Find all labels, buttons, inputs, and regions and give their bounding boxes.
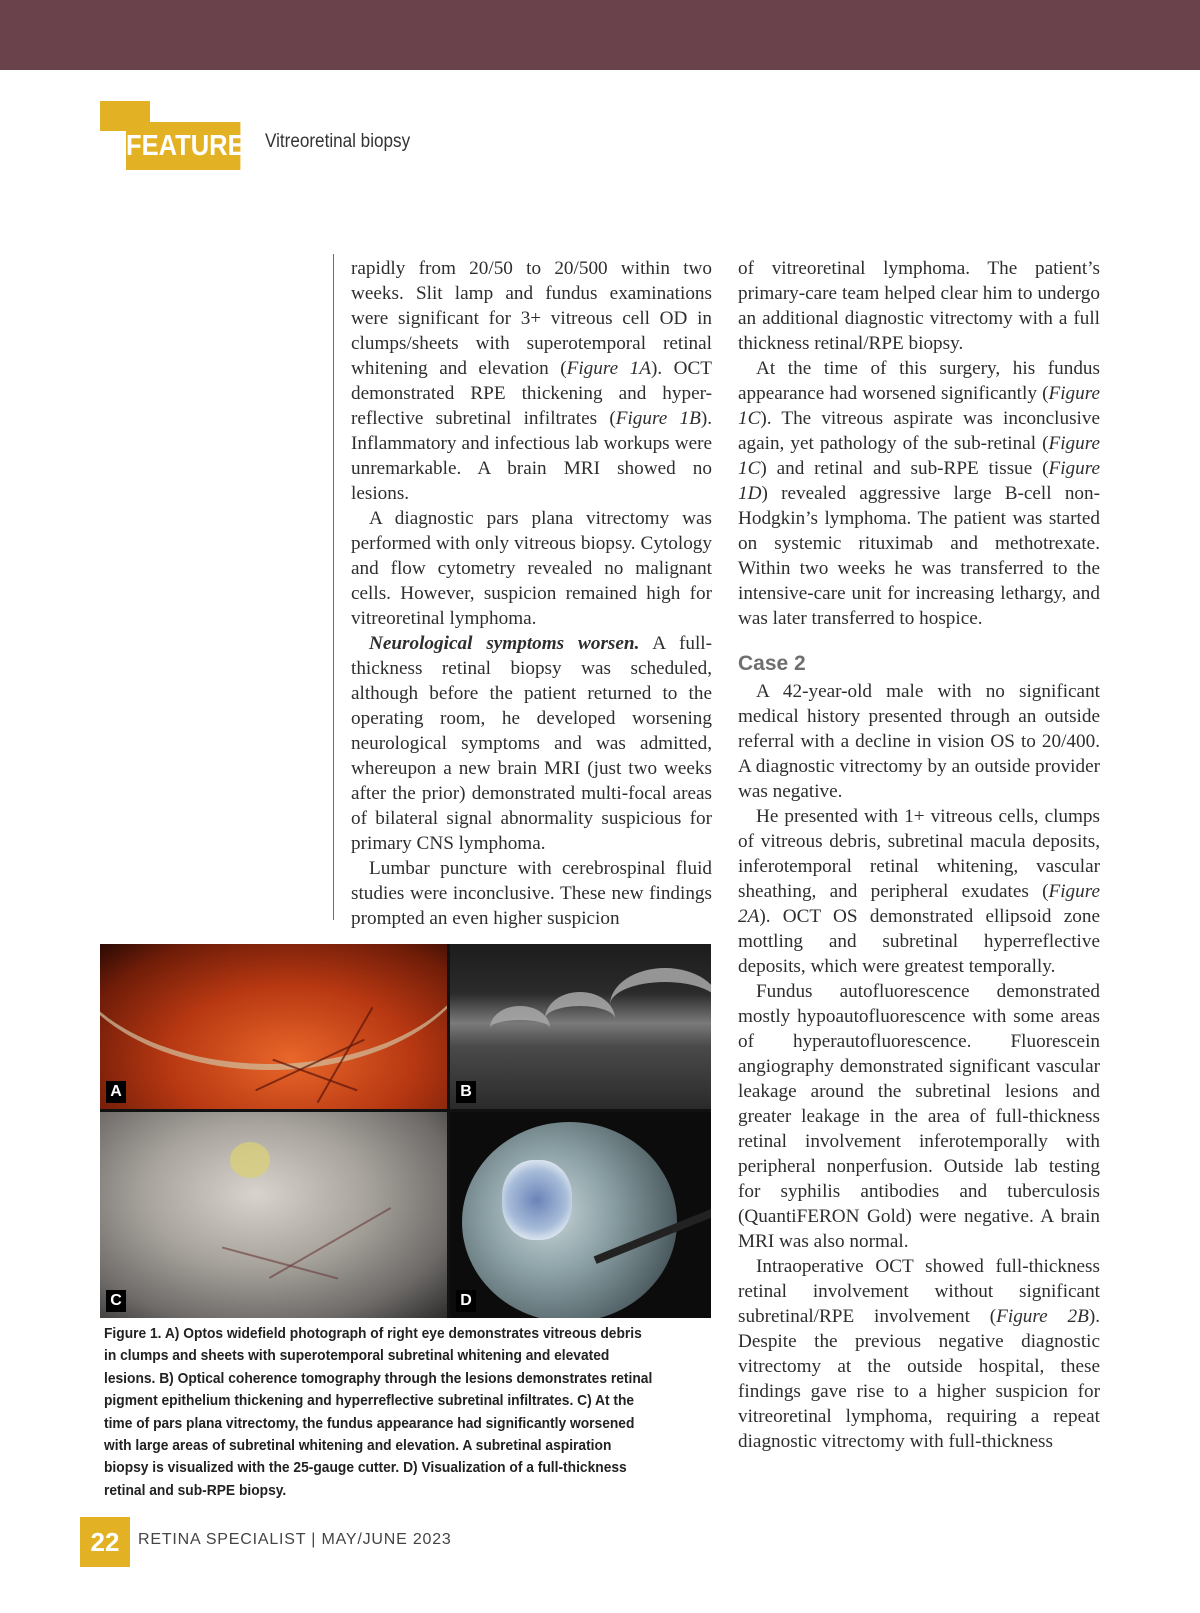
footer-publication: RETINA SPECIALIST | MAY/JUNE 2023 bbox=[138, 1531, 452, 1548]
top-color-bar bbox=[0, 0, 1200, 70]
page-number: 22 bbox=[80, 1517, 130, 1567]
paragraph: Neurological symptoms worsen. A full-thickness retinal biopsy was scheduled, although before the patient returned to the operating room, he developed worsening neurological symptoms and was admitted, whereupon a new brain MRI (just two weeks after the prior) demonstrated multi-focal areas of bilateral signal abnormality suspicious for primary CNS lymphoma. bbox=[351, 633, 712, 854]
paragraph: Lumbar puncture with cerebrospinal fluid studies were inconclusive. These new findings prompted an even higher suspicion bbox=[351, 858, 712, 929]
case-2-heading: Case 2 bbox=[738, 652, 806, 675]
figure-reference: Figure 1C bbox=[738, 433, 1100, 479]
paragraph: A diagnostic pars plana vitrectomy was performed with only vitreous biopsy. Cytology and flow cytometry revealed no malignant cells. However, suspicion remained high for vitreoretinal lymphoma. bbox=[351, 508, 712, 629]
panel-label-c: C bbox=[106, 1290, 126, 1312]
figure-reference: Figure 1A bbox=[566, 358, 651, 379]
paragraph: At the time of this surgery, his fundus appearance had worsened significantly (Figure 1C). The vitreous aspirate was inconclusive again, yet pathology of the sub-retinal (Figure 1C) and retinal and sub-RPE tissue (Figure 1D) revealed aggressive large B-cell non-Hodgkin’s lymphoma. The patient was started on systemic rituximab and methotrexate. Within two weeks he was transferred to the intensive-care unit for increasing lethargy, and was later transferred to hospice. bbox=[738, 358, 1100, 629]
panel-label-d: D bbox=[456, 1290, 476, 1312]
paragraph: of vitreoretinal lymphoma. The patient’s primary-care team helped clear him to undergo an additional diagnostic vitrectomy with a full thickness retinal/RPE biopsy. bbox=[738, 258, 1100, 354]
paragraph: A 42-year-old male with no significant medical history presented through an outside referral with a decline in vision OS to 20/400. A diagnostic vitrectomy by an outside provider was negative. bbox=[738, 681, 1100, 802]
figure-reference: Figure 1D bbox=[738, 458, 1100, 504]
figure-caption: Figure 1. A) Optos widefield photograph of right eye demonstrates vitreous debris in clumps and sheets with superotemporal subretinal whitening and elevated lesions. B) Optical coherence tomography through the lesions demonstrates retinal pigment epithelium thickening and hyperreflective subretinal infiltrates. C) At the time of pars plana vitrectomy, the fundus appearance had significantly worsened with large areas of subretinal whitening and elevation. A subretinal aspiration biopsy is visualized with the 25-gauge cutter. D) Visualization of a full-thickness retinal and sub-RPE biopsy. bbox=[104, 1325, 653, 1499]
panel-label-a: A bbox=[106, 1081, 126, 1103]
paragraph: He presented with 1+ vitreous cells, clumps of vitreous debris, subretinal macula deposits, inferotemporal retinal whitening, vascular sheathing, and peripheral exudates (Figure 2A). OCT OS demonstrated ellipsoid zone mottling and subretinal hyperreflective deposits, which were greatest temporally. bbox=[738, 806, 1100, 977]
column-rule bbox=[333, 254, 334, 920]
paragraph: Fundus autofluorescence demonstrated mostly hypoautofluorescence with some areas of hyperautofluorescence. Fluorescein angiography demonstrated significant vascular leakage around the subretinal lesions and greater leakage in the area of full-thickness retinal involvement inferotemporally with peripheral nonperfusion. Outside lab testing for syphilis antibodies and tuberculosis (QuantiFERON Gold) were negative. A brain MRI was also normal. bbox=[738, 981, 1100, 1252]
feature-badge: FEATURE bbox=[126, 122, 240, 170]
figure-reference: Figure 2B bbox=[996, 1306, 1089, 1327]
paragraph: rapidly from 20/50 to 20/500 within two weeks. Slit lamp and fundus examinations were significant for 3+ vitreous cell OD in clumps/sheets with superotemporal retinal whitening and elevation (Figure 1A). OCT demonstrated RPE thickening and hyper-reflective subretinal infiltrates (Figure 1B). Inflammatory and infectious lab workups were unremarkable. A brain MRI showed no lesions. bbox=[351, 258, 713, 504]
paragraph: Intraoperative OCT showed full-thickness retinal involvement without significant subretinal/RPE involvement (Figure 2B). Despite the previous negative diagnostic vitrectomy at the outside hospital, these findings gave rise to a higher suspicion for vitreoretinal lymphoma, requiring a repeat diagnostic vitrectomy with full-thickness bbox=[738, 1256, 1100, 1452]
figure-reference: Figure 1C bbox=[738, 383, 1100, 429]
figure-panel-d-biopsy-view bbox=[450, 1112, 711, 1318]
figure-reference: Figure 2A bbox=[738, 881, 1100, 927]
figure-1 bbox=[100, 944, 711, 1318]
figure-panel-a-fundus-photo bbox=[100, 944, 447, 1109]
figure-panel-c-intraoperative-fundus bbox=[100, 1112, 447, 1318]
figure-reference: Figure 1B bbox=[615, 408, 701, 429]
figure-panel-b-oct-scan bbox=[450, 944, 711, 1109]
article-column-1 bbox=[351, 256, 712, 931]
article-column-2 bbox=[738, 256, 1100, 1454]
section-title: Vitreoretinal biopsy bbox=[265, 131, 411, 152]
run-in-heading: Neurological symptoms worsen. bbox=[369, 633, 640, 654]
panel-label-b: B bbox=[456, 1081, 476, 1103]
